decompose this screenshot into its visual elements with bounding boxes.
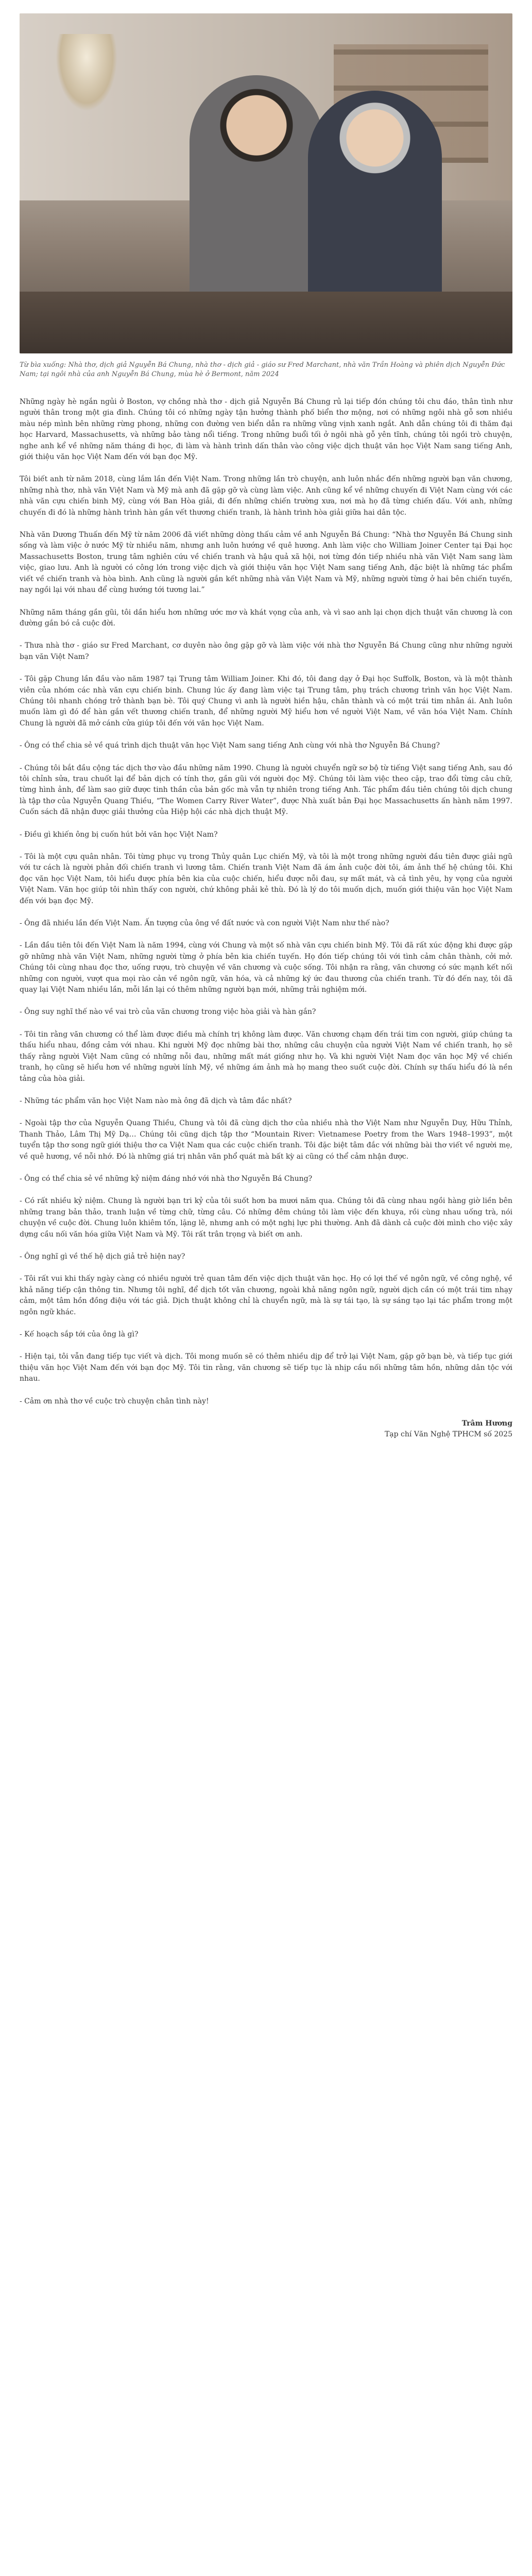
- interview-answer: - Có rất nhiều kỷ niệm. Chung là người bạn tri kỷ của tôi suốt hơn ba mươi năm qua. Chúng tôi đã cùng nhau ngồi hàng giờ liền bên những trang bản thảo, tranh luận về từng chữ, từng câu. Có những đêm chúng tôi làm việc đến khuya, rồi cùng nhau uống trà, nói chuyện về cuộc đời. Chung luôn khiêm tốn, lặng lẽ, nhưng anh có một nghị lực phi thường. Anh đã dành cả cuộc đời mình cho việc xây dựng cầu nối văn hóa giữa Việt Nam và Mỹ. Tôi rất trân trọng và biết ơn anh.: [20, 1197, 512, 1239]
- article-paragraph: Nhà văn Dương Thuấn đến Mỹ từ năm 2006 đã viết những dòng thấu cảm về anh Nguyễn Bá Chung: “Nhà thơ Nguyễn Bá Chung sinh sống và làm việc ở nước Mỹ từ nhiều năm, nhưng anh luôn hướng về quê hương. Anh làm việc cho William Joiner Center tại Đại học Massachusetts Boston, trung tâm nghiên cứu về chiến tranh và hậu quả xã hội, nơi từng đón tiếp nhiều nhà văn Việt Nam sang làm việc, giao lưu. Anh là người có công lớn trong việc dịch và giới thiệu văn học Việt Nam sang tiếng Anh, đặc biệt là những tác phẩm viết về chiến tranh và hòa bình. Anh cũng là người gắn kết những nhà văn Việt Nam và Mỹ, những người từng ở hai bên chiến tuyến, nay ngồi lại với nhau để cùng hướng tới tương lai.”: [20, 531, 512, 595]
- interview-question: - Ông nghĩ gì về thế hệ dịch giả trẻ hiện nay?: [20, 1252, 185, 1261]
- interview-question: - Những tác phẩm văn học Việt Nam nào mà ông đã dịch và tâm đắc nhất?: [20, 1096, 292, 1105]
- interview-question: - Ông suy nghĩ thế nào về vai trò của văn chương trong việc hòa giải và hàn gắn?: [20, 1008, 316, 1016]
- interview-question: - Thưa nhà thơ - giáo sư Fred Marchant, cơ duyên nào ông gặp gỡ và làm việc với nhà thơ Nguyễn Bá Chung cũng như những người bạn văn Việt Nam?: [20, 641, 512, 661]
- article-paragraph: Tôi biết anh từ năm 2018, cùng lắm lần đến Việt Nam. Trong những lần trò chuyện, anh luôn nhắc đến những người bạn văn chương, những nhà thơ, nhà văn Việt Nam và Mỹ mà anh đã gặp gỡ và cùng làm việc. Anh cũng kể về những chuyến đi Việt Nam cùng với các nhà văn cựu chiến binh Mỹ, cùng với Ban Hòa giải, đi đến những chiến trường xưa, nơi mà họ đã từng chiến đấu. Với anh, những chuyến đi đó là những hành trình hàn gắn vết thương chiến tranh, là hành trình hòa giải giữa hai dân tộc.: [20, 475, 512, 517]
- author-name: Trâm Hương: [461, 1419, 512, 1428]
- photo-lamp: [56, 34, 117, 111]
- article-paragraph: Những ngày hè ngắn ngủi ở Boston, vợ chồng nhà thơ - dịch giả Nguyễn Bá Chung rủ lại tiếp đón chúng tôi chu đáo, thân tình như người thân trong một gia đình. Chúng tôi có những ngày tận hưởng thành phố biển thơ mộng, nơi có những ngôi nhà gỗ sơn nhiều màu nép mình bên những rừng phong, những con đường ven biển dẫn ra những vũng vịnh xanh ngắt. Anh dẫn chúng tôi đi thăm đại học Harvard, Massachusetts, và những bảo tàng nổi tiếng. Trong những buổi tối ở ngôi nhà gỗ yên tĩnh, chúng tôi ngồi trò chuyện, nghe anh kể về những năm tháng đi học, đi làm và hành trình dấn thân vào công việc dịch thuật văn học Việt Nam sang tiếng Anh, giới thiệu văn học Việt Nam đến với bạn đọc Mỹ.: [20, 398, 512, 462]
- interview-question: - Ông đã nhiều lần đến Việt Nam. Ấn tượng của ông về đất nước và con người Việt Nam như thế nào?: [20, 919, 389, 928]
- interview-answer: - Ngoài tập thơ của Nguyễn Quang Thiều, Chung và tôi đã cùng dịch thơ của nhiều nhà thơ Việt Nam như Nguyễn Duy, Hữu Thỉnh, Thanh Thảo, Lâm Thị Mỹ Dạ… Chúng tôi cũng dịch tập thơ “Mountain River: Vietnamese Poetry from the Wars 1948–1993”, một tuyển tập thơ song ngữ giới thiệu thơ ca Việt Nam qua các cuộc chiến tranh. Tôi đặc biệt tâm đắc với những bài thơ viết về người mẹ, về quê hương, về nỗi nhớ. Đó là những giá trị nhân văn phổ quát mà bất kỳ ai cũng có thể cảm nhận được.: [20, 1119, 512, 1161]
- interview-question: - Kế hoạch sắp tới của ông là gì?: [20, 1330, 139, 1338]
- interview-question: - Ông có thể chia sẻ về quá trình dịch thuật văn học Việt Nam sang tiếng Anh cùng với nhà thơ Nguyễn Bá Chung?: [20, 741, 440, 750]
- photo-floor: [20, 292, 512, 353]
- interview-answer: - Tôi là một cựu quân nhân. Tôi từng phục vụ trong Thủy quân Lục chiến Mỹ, và tôi là một trong những người đầu tiên được giải ngũ với tư cách là người phản đối chiến tranh vì lương tâm. Chiến tranh Việt Nam đã ám ảnh cuộc đời tôi, ám ảnh thế hệ chúng tôi. Khi đọc văn học Việt Nam, tôi hiểu được phía bên kia của cuộc chiến, hiểu được nỗi đau, sự mất mát, và cả tình yêu, hy vọng của người Việt Nam. Văn học giúp tôi nhìn thấy con người, chứ không phải kẻ thù. Đó là lý do tôi muốn dịch, muốn giới thiệu văn học Việt Nam đến với bạn đọc Mỹ.: [20, 853, 512, 905]
- interview-answer: - Hiện tại, tôi vẫn đang tiếp tục viết và dịch. Tôi mong muốn sẽ có thêm nhiều dịp để trở lại Việt Nam, gặp gỡ bạn bè, và tiếp tục giới thiệu văn học Việt Nam đến với bạn đọc Mỹ. Tôi tin rằng, văn chương sẽ tiếp tục là nhịp cầu nối những tâm hồn, những dân tộc với nhau.: [20, 1352, 512, 1383]
- photo-caption: Từ bìa xuống: Nhà thơ, dịch giả Nguyễn Bá Chung, nhà thơ - dịch giả - giáo sư Fred Marchant, nhà văn Trần Hoàng và phiên dịch Nguyễn Đức Nam; tại ngôi nhà của anh Nguyễn Bá Chung, mùa hè ở Bermont, năm 2024: [20, 361, 505, 378]
- interview-question: - Ông có thể chia sẻ về những kỷ niệm đáng nhớ với nhà thơ Nguyễn Bá Chung?: [20, 1174, 313, 1183]
- group-photo: [20, 13, 512, 353]
- interview-answer: - Lần đầu tiên tôi đến Việt Nam là năm 1994, cùng với Chung và một số nhà văn cựu chiến binh Mỹ. Tôi đã rất xúc động khi được gặp gỡ những nhà văn Việt Nam, những người từng ở phía bên kia chiến tuyến. Họ đón tiếp chúng tôi với tình cảm chân thành, cởi mở. Chúng tôi cùng nhau đọc thơ, uống rượu, trò chuyện về văn chương và cuộc sống. Tôi nhận ra rằng, văn chương có sức mạnh kết nối những con người, vượt qua mọi rào cản về ngôn ngữ, văn hóa, và cả những ký ức đau thương của chiến tranh. Từ đó đến nay, tôi đã quay lại Việt Nam nhiều lần, mỗi lần lại có thêm những người bạn mới, những trải nghiệm mới.: [20, 941, 512, 994]
- interview-answer: - Chúng tôi bắt đầu cộng tác dịch thơ vào đầu những năm 1990. Chung là người chuyển ngữ sơ bộ từ tiếng Việt sang tiếng Anh, sau đó tôi chỉnh sửa, trau chuốt lại để bản dịch có tính thơ, gần gũi với người đọc Mỹ. Chúng tôi làm việc theo cặp, trao đổi từng câu chữ, từng hình ảnh, để làm sao giữ được tinh thần của bản gốc mà vẫn tự nhiên trong tiếng Anh. Tác phẩm đầu tiên chúng tôi dịch chung là tập thơ của Nguyễn Quang Thiều, “The Women Carry River Water”, được Nhà xuất bản Đại học Massachusetts ấn hành năm 1997. Cuốn sách đã nhận được giải thưởng của Hiệp hội các nhà dịch thuật Mỹ.: [20, 764, 512, 817]
- author-publication: Tạp chí Văn Nghệ TPHCM số 2025: [384, 1430, 512, 1439]
- interview-answer: - Tôi gặp Chung lần đầu vào năm 1987 tại Trung tâm William Joiner. Khi đó, tôi đang dạy ở Đại học Suffolk, Boston, và là một thành viên của nhóm các nhà văn cựu chiến binh. Chung lúc ấy đang làm việc tại Trung tâm, phụ trách chương trình văn học Việt Nam. Chúng tôi nhanh chóng trở thành bạn bè. Tôi quý Chung vì anh là người hiền hậu, chân thành và có một trái tim nhân ái. Anh luôn muốn làm gì đó để hàn gắn vết thương chiến tranh, để những người Mỹ hiểu hơn về người Việt Nam, về văn hóa Việt Nam. Chính Chung là người đã mở cánh cửa giúp tôi đến với văn học Việt Nam.: [20, 675, 512, 727]
- interview-question: - Điều gì khiến ông bị cuốn hút bởi văn học Việt Nam?: [20, 830, 218, 839]
- closing-line: - Cảm ơn nhà thơ về cuộc trò chuyện chân tình này!: [20, 1397, 209, 1405]
- article-paragraph: Những năm tháng gần gũi, tôi dần hiểu hơn những ước mơ và khát vọng của anh, và vì sao anh lại chọn dịch thuật văn chương là con đường gắn bó cả cuộc đời.: [20, 608, 512, 628]
- article-body: [20, 397, 512, 1440]
- interview-answer: - Tôi rất vui khi thấy ngày càng có nhiều người trẻ quan tâm đến việc dịch thuật văn học. Họ có lợi thế về ngôn ngữ, về công nghệ, về khả năng tiếp cận thông tin. Nhưng tôi nghĩ, để dịch tốt văn chương, ngoài khả năng ngôn ngữ, người dịch cần có một trái tim nhạy cảm, một tâm hồn đồng điệu với tác giả. Dịch thuật không chỉ là chuyển ngữ, mà là sự tái tạo, là sự sáng tạo lại tác phẩm trong một ngôn ngữ khác.: [20, 1275, 512, 1316]
- interview-answer: - Tôi tin rằng văn chương có thể làm được điều mà chính trị không làm được. Văn chương chạm đến trái tim con người, giúp chúng ta thấu hiểu nhau, đồng cảm với nhau. Khi người Mỹ đọc những bài thơ, những câu chuyện của người Việt Nam về chiến tranh, họ sẽ thấy rằng người Việt Nam cũng có những nỗi đau, những mất mát giống như họ. Và khi người Việt Nam đọc văn học Mỹ về chiến tranh, họ cũng sẽ hiểu hơn về những người lính Mỹ, về những ám ảnh mà họ mang theo suốt cuộc đời. Chính sự thấu hiểu đó là nền tảng của hòa giải.: [20, 1030, 512, 1083]
